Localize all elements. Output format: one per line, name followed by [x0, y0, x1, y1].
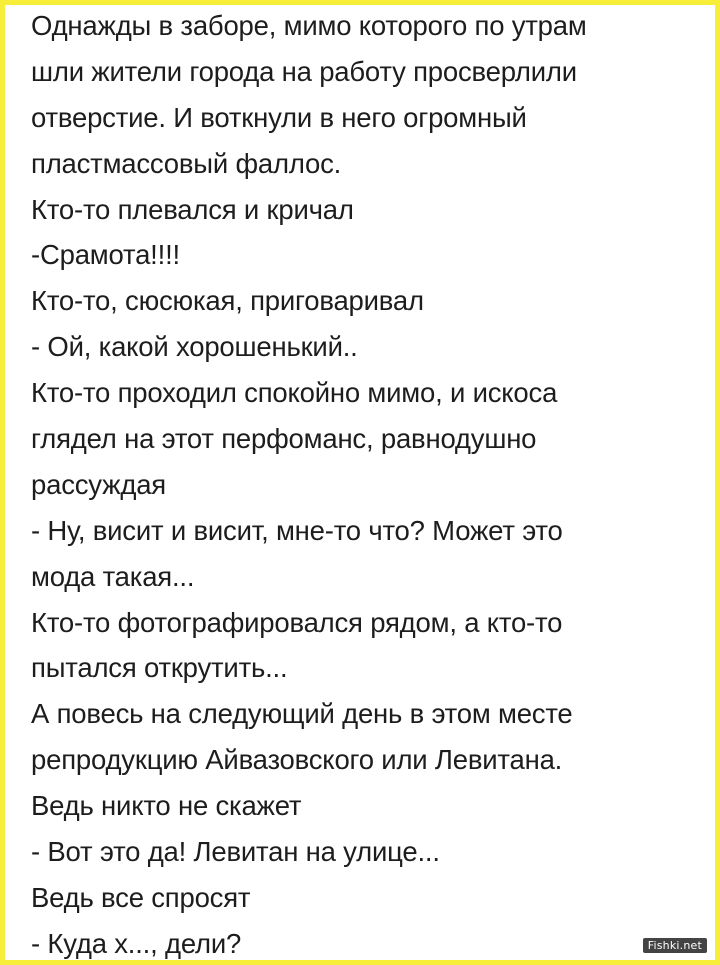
watermark-badge: Fishki.net — [643, 938, 707, 953]
text-line: Кто-то проходил спокойно мимо, и искоса — [31, 377, 558, 409]
text-line: репродукцию Айвазовского или Левитана. — [31, 744, 563, 776]
text-line: Ведь никто не скажет — [31, 790, 302, 822]
text-line: рассуждая — [31, 468, 166, 500]
text-line: глядел на этот перфоманс, равнодушно — [31, 423, 537, 455]
text-line: Кто-то плевался и кричал — [31, 193, 354, 225]
text-line: - Куда х..., дели? — [31, 927, 242, 959]
text-line: пластмассовый фаллос. — [31, 147, 342, 179]
text-line: Кто-то фотографировался рядом, а кто-то — [31, 606, 563, 638]
story-text — [31, 3, 711, 965]
text-line: мода такая... — [31, 560, 195, 592]
text-line: - Ну, висит и висит, мне-то что? Может это — [31, 514, 563, 546]
text-line: отверстие. И воткнули в него огромный — [31, 101, 527, 133]
text-line: пытался открутить... — [31, 652, 288, 684]
text-line: Кто-то, сюсюкая, приговаривал — [31, 285, 424, 317]
text-line: -Срамота!!!! — [31, 239, 180, 271]
text-line: Однажды в заборе, мимо которого по утрам — [31, 10, 587, 41]
text-line: Ведь все спросят — [31, 881, 251, 913]
text-line: А повесь на следующий день в этом месте — [31, 698, 573, 730]
text-line: - Ой, какой хорошенький.. — [31, 331, 358, 363]
text-line: - Вот это да! Левитан на улице... — [31, 836, 440, 868]
text-line: шли жители города на работу просверлили — [31, 55, 577, 87]
